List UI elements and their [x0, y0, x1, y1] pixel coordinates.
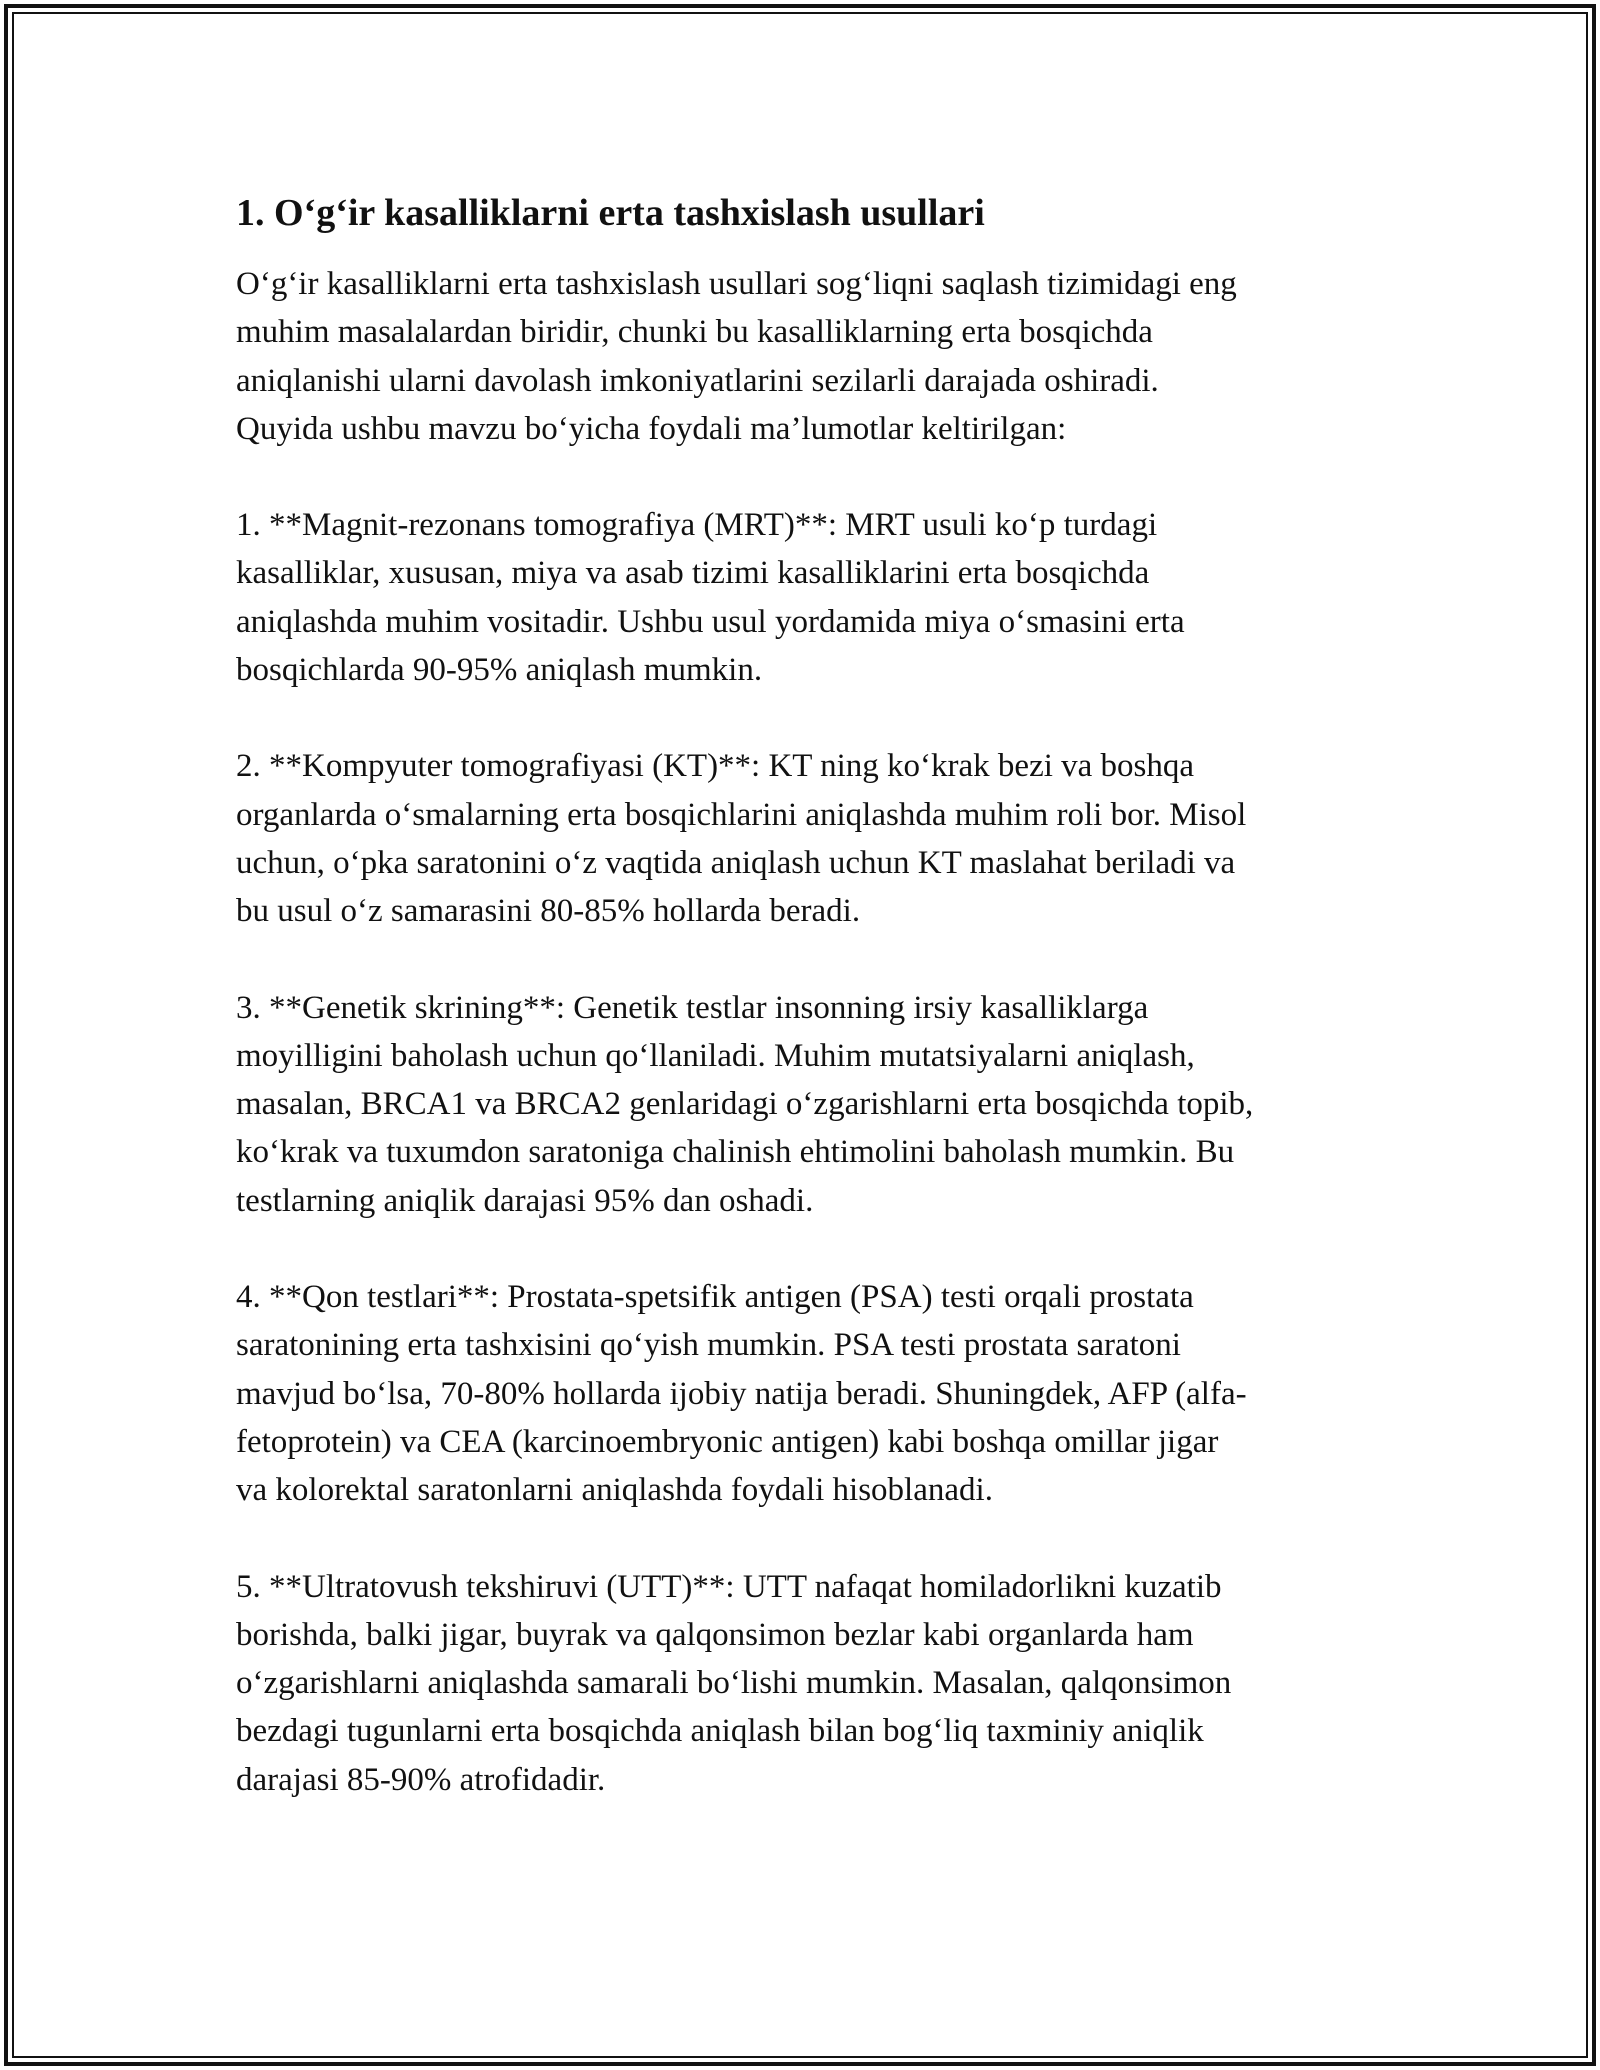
text-line: 4. **Qon testlari**: Prostata-spetsifik antigen (PSA) testi orqali prostata: [236, 1279, 1194, 1316]
document-title: 1. O‘g‘ir kasalliklarni erta tashxislash usullari: [236, 192, 985, 234]
text-line: 1. **Magnit-rezonans tomografiya (MRT)**: MRT usuli ko‘p turdagi: [236, 507, 1158, 544]
text-line: ko‘krak va tuxumdon saratoniga chalinish ehtimolini baholash mumkin. Bu: [236, 1134, 1235, 1171]
text-line: 3. **Genetik skrining**: Genetik testlar insonning irsiy kasalliklarga: [236, 989, 1149, 1026]
text-line: moyilligini baholash uchun qo‘llaniladi. Muhim mutatsiyalarni aniqlash,: [236, 1037, 1195, 1074]
list-item-ultrasound: [236, 1563, 1376, 1804]
text-line: O‘g‘ir kasalliklarni erta tashxislash usullari sog‘liqni saqlash tizimidagi eng: [236, 266, 1237, 302]
list-item-genetic-screening: [236, 984, 1376, 1225]
text-line: aniqlanishi ularni davolash imkoniyatlarini sezilarli darajada oshiradi.: [236, 362, 1159, 399]
text-line: saratonining erta tashxisini qo‘yish mumkin. PSA testi prostata saratoni: [236, 1327, 1181, 1364]
text-line: fetoprotein) va CEA (karcinoembryonic antigen) kabi boshqa omillar jigar: [236, 1423, 1219, 1460]
text-line: borishda, balki jigar, buyrak va qalqonsimon bezlar kabi organlarda ham: [236, 1616, 1194, 1653]
text-line: organlarda o‘smalarning erta bosqichlarini aniqlashda muhim roli bor. Misol: [236, 796, 1247, 833]
text-line: kasalliklar, xususan, miya va asab tizimi kasalliklarini erta bosqichda: [236, 555, 1150, 592]
document-body: [236, 188, 1376, 1852]
text-line: va kolorektal saratonlarni aniqlashda foydali hisoblanadi.: [236, 1472, 993, 1509]
text-line: uchun, o‘pka saratonini o‘z vaqtida aniqlash uchun KT maslahat beriladi va: [236, 844, 1236, 881]
text-line: Quyida ushbu mavzu bo‘yicha foydali ma’lumotlar keltirilgan:: [236, 410, 1067, 447]
text-line: muhim masalalardan biridir, chunki bu kasalliklarning erta bosqichda: [236, 314, 1153, 351]
list-item-kt: [236, 742, 1376, 935]
list-item-blood-tests: [236, 1273, 1376, 1514]
text-line: masalan, BRCA1 va BRCA2 genlaridagi o‘zgarishlarni erta bosqichda topib,: [236, 1086, 1254, 1123]
text-line: mavjud bo‘lsa, 70-80% hollarda ijobiy natija beradi. Shuningdek, AFP (alfa-: [236, 1375, 1247, 1412]
text-line: testlarning aniqlik darajasi 95% dan oshadi.: [236, 1182, 814, 1219]
text-line: o‘zgarishlarni aniqlashda samarali bo‘lishi mumkin. Masalan, qalqonsimon: [236, 1665, 1232, 1702]
text-line: aniqlashda muhim vositadir. Ushbu usul yordamida miya o‘smasini erta: [236, 603, 1185, 640]
text-line: bezdagi tugunlarni erta bosqichda aniqlash bilan bog‘liq taxminiy aniqlik: [236, 1713, 1204, 1750]
text-line: 2. **Kompyuter tomografiyasi (KT)**: KT ning ko‘krak bezi va boshqa: [236, 748, 1195, 785]
text-line: 5. **Ultratovush tekshiruvi (UTT)**: UTT nafaqat homiladorlikni kuzatib: [236, 1568, 1222, 1605]
text-line: darajasi 85-90% atrofidadir.: [236, 1761, 606, 1798]
list-item-mrt: [236, 501, 1376, 694]
text-line: bosqichlarda 90-95% aniqlash mumkin.: [236, 652, 763, 689]
intro-paragraph: [236, 260, 1376, 453]
text-line: bu usul o‘z samarasini 80-85% hollarda beradi.: [236, 893, 861, 930]
